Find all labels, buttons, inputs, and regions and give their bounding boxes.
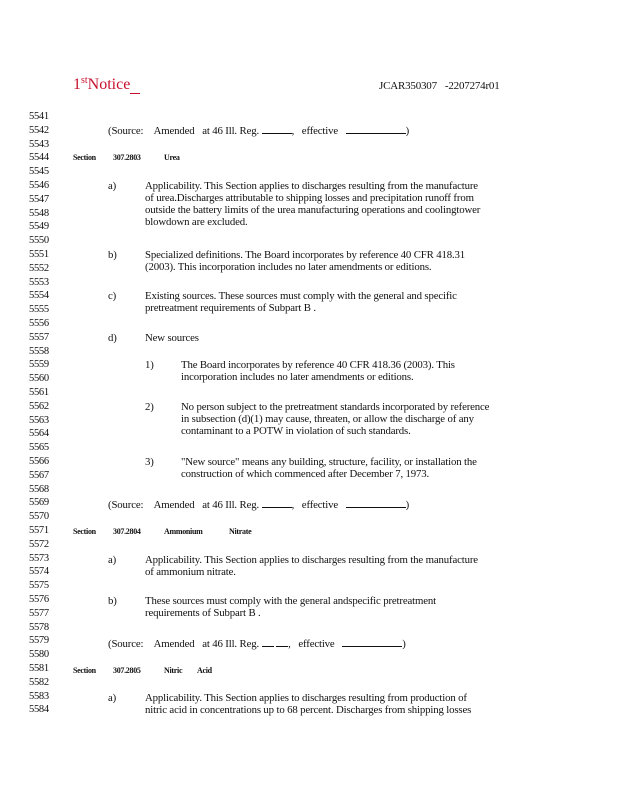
line-number: 5560 — [29, 373, 49, 385]
ammonium-a-text: Applicability. This Section applies to discharges resulting from the manufacture of ammonium nitrate. — [145, 554, 478, 578]
line-number: 5554 — [29, 290, 49, 302]
source-note-5579: (Source: Amended at 46 Ill. Reg. , effective ) — [108, 638, 406, 650]
line-number: 5550 — [29, 235, 49, 247]
section-label: Section — [73, 666, 96, 675]
item-mark: a) — [108, 180, 117, 192]
section-title-a: Ammonium — [164, 527, 203, 536]
line-number: 5573 — [29, 552, 49, 564]
item-mark: d) — [108, 332, 117, 344]
line-number: 5555 — [29, 304, 49, 316]
effective-blank — [342, 637, 402, 647]
section-number: 307.2805 — [113, 666, 141, 675]
line-number: 5576 — [29, 594, 49, 605]
line-number: 5580 — [29, 649, 49, 661]
section-number: 307.2804 — [113, 527, 141, 536]
line-number: 5566 — [29, 456, 49, 467]
section-title-a: Nitric — [164, 666, 183, 675]
source-note-5569: (Source: Amended at 46 Ill. Reg. , effective ) — [108, 499, 410, 511]
item-mark: b) — [108, 249, 117, 261]
section-title: Urea — [164, 153, 180, 162]
line-number: 5578 — [29, 621, 49, 633]
section-label: Section — [73, 527, 96, 536]
item-mark: a) — [108, 554, 117, 566]
line-number: 5575 — [29, 580, 49, 592]
line-number: 5565 — [29, 442, 49, 454]
notice-underline — [130, 79, 140, 94]
urea-d3-text: "New source" means any building, structure, facility, or installation the construction of which commenced after December 7, 1973. — [181, 456, 477, 480]
urea-d-text: New sources — [145, 332, 199, 344]
line-number: 5561 — [29, 387, 49, 398]
line-number: 5549 — [29, 221, 49, 233]
line-number: 5581 — [29, 663, 49, 674]
line-number: 5558 — [29, 345, 49, 357]
item-mark: a) — [108, 692, 117, 704]
line-number: 5553 — [29, 276, 49, 288]
line-number: 5574 — [29, 566, 49, 578]
urea-d2-text: No person subject to the pretreatment standards incorporated by reference in subsection (d)(1) may cause, threaten, or allow the discharge of any contaminant to a POTW in violation of such standards. — [181, 401, 490, 437]
reg-blank — [262, 124, 292, 134]
effective-blank — [346, 124, 406, 134]
line-number: 5563 — [29, 414, 49, 426]
line-number: 5543 — [29, 138, 49, 150]
nitric-a-text: Applicability. This Section applies to discharges resulting from production of nitric acid in concentrations up to 68 percent. Discharges from shipping losses — [145, 692, 472, 716]
urea-a-text: Applicability. This Section applies to discharges resulting from the manufacture of urea.Discharges attributable to shipping losses and precipitation runoff from outside the battery limits of the urea manufacturing operations and coolingtower blowdown are excluded. — [145, 180, 481, 228]
source-note-5542: (Source: Amended at 46 Ill. Reg. , effective ) — [108, 125, 410, 137]
line-number: 5571 — [29, 525, 49, 536]
item-mark: b) — [108, 595, 117, 607]
line-number: 5577 — [29, 607, 49, 619]
line-number: 5584 — [29, 704, 49, 716]
item-mark: c) — [108, 290, 117, 302]
line-number: 5567 — [29, 469, 49, 481]
section-number: 307.2803 — [113, 153, 141, 162]
urea-d1-text: The Board incorporates by reference 40 CFR 418.36 (2003). This incorporation includes no later amendments or editions. — [181, 359, 455, 383]
line-number: 5572 — [29, 538, 49, 550]
line-number: 5548 — [29, 207, 49, 219]
urea-b-text: Specialized definitions. The Board incorporates by reference 40 CFR 418.31 (2003). This incorporation includes no later amendments or editions. — [145, 249, 466, 273]
line-number: 5547 — [29, 193, 49, 205]
notice-heading: 1stNotice — [73, 76, 140, 94]
line-number: 5546 — [29, 180, 49, 191]
line-number: 5542 — [29, 124, 49, 136]
line-number: 5557 — [29, 331, 49, 343]
line-number: 5556 — [29, 318, 49, 329]
ammonium-b-text: These sources must comply with the general andspecific pretreatment requirements of Subpart B . — [145, 595, 436, 619]
doc-code: JCAR350307 -2207274r01 — [379, 80, 500, 92]
notice-superscript: st — [81, 75, 88, 86]
line-number: 5568 — [29, 483, 49, 495]
section-title-b: Acid — [197, 666, 212, 675]
line-number: 5583 — [29, 690, 49, 702]
line-number: 5564 — [29, 428, 49, 440]
line-number: 5579 — [29, 635, 49, 647]
effective-blank — [346, 498, 406, 508]
reg-blank — [262, 498, 292, 508]
urea-c-text: Existing sources. These sources must comply with the general and specific pretreatment requirements of Subpart B . — [145, 290, 457, 314]
line-number: 5545 — [29, 166, 49, 178]
subitem-mark: 1) — [145, 359, 154, 371]
subitem-mark: 3) — [145, 456, 154, 468]
line-number: 5544 — [29, 152, 49, 164]
reg-blank — [276, 637, 288, 647]
reg-blank — [262, 637, 274, 647]
line-number: 5551 — [29, 249, 49, 260]
line-number: 5569 — [29, 497, 49, 509]
line-number: 5541 — [29, 111, 49, 122]
subitem-mark: 2) — [145, 401, 154, 413]
line-number: 5582 — [29, 676, 49, 688]
section-title-b: Nitrate — [229, 527, 252, 536]
line-number: 5559 — [29, 359, 49, 371]
section-label: Section — [73, 153, 96, 162]
line-number: 5570 — [29, 511, 49, 523]
line-number: 5552 — [29, 262, 49, 274]
line-number: 5562 — [29, 400, 49, 412]
